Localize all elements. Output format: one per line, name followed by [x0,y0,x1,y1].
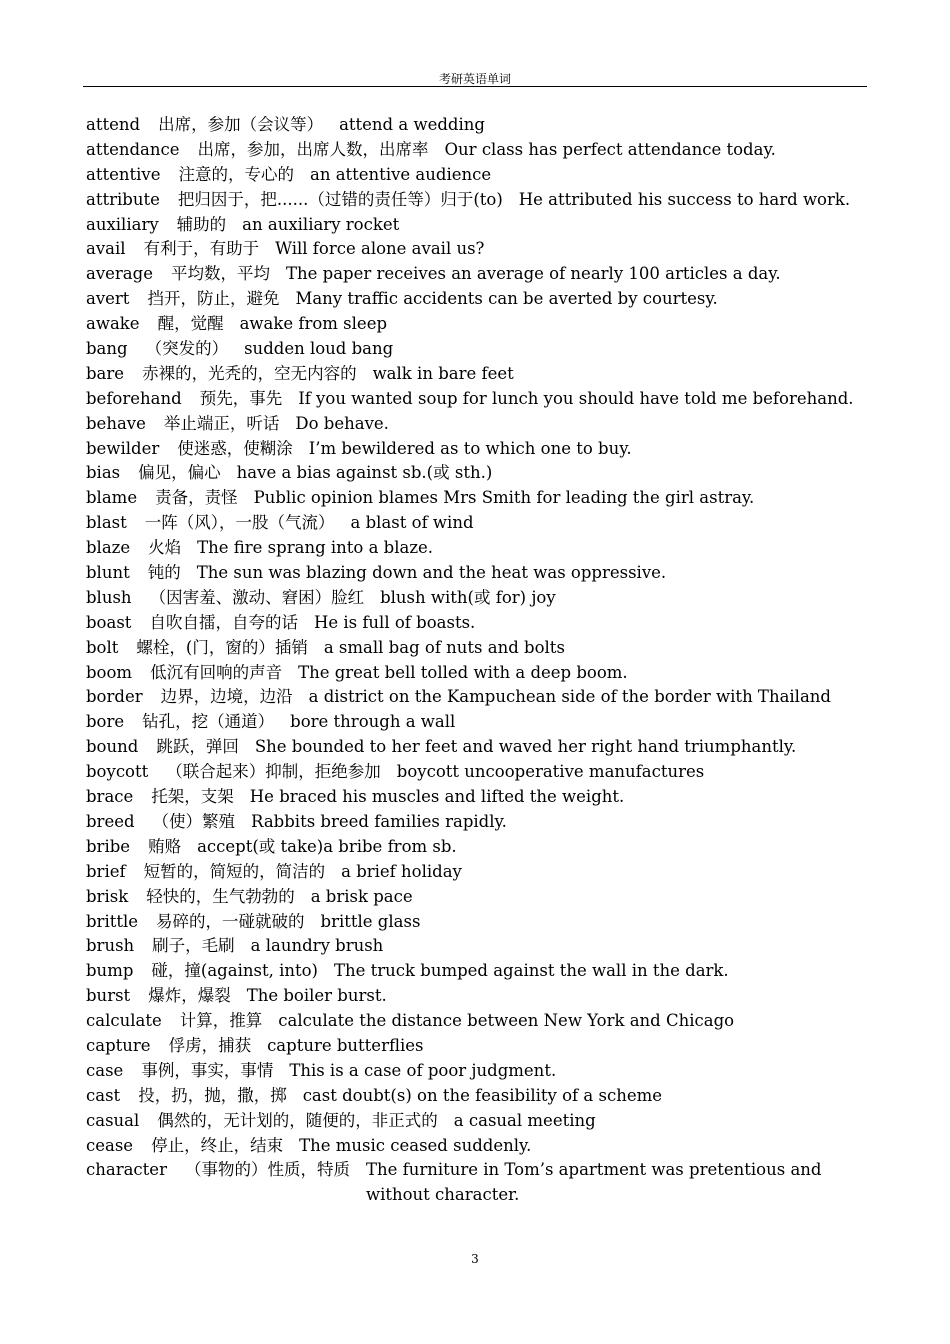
vocab-example: a brisk pace [310,886,413,906]
spacer [133,1134,151,1159]
vocab-definition: 停止，终止，结束 [151,1135,284,1155]
spacer [224,312,240,337]
vocab-definition: 辅助的 [176,214,227,234]
vocab-definition: 钝的 [147,563,181,583]
vocab-word: attentive [86,164,161,184]
spacer [381,760,397,785]
vocab-word: awake [86,314,140,334]
vocab-entry [86,287,876,312]
spacer [239,735,255,760]
vocab-word: bias [86,463,121,483]
spacer [357,362,373,387]
vocab-word: border [86,687,143,707]
vocab-entry [86,362,876,387]
vocab-word: brittle [86,911,139,931]
spacer [181,536,197,561]
vocab-definition: （因害羞、激动、窘困）脸红 [149,587,365,607]
vocab-definition: （事物的）性质，特质 [184,1160,350,1180]
vocab-example: Public opinion blames Mrs Smith for leading the girl astray. [253,488,755,508]
vocab-example: a blast of wind [350,513,474,533]
spacer [153,262,171,287]
spacer [162,1009,180,1034]
spacer [129,287,147,312]
vocab-definition: 短暂的，简短的，简洁的 [143,861,326,881]
vocab-example: This is a case of poor judgment. [289,1060,557,1080]
vocab-word: casual [86,1110,140,1130]
spacer [120,1084,138,1109]
vocab-entry [86,661,876,686]
vocab-example: Do behave. [295,413,389,433]
vocab-entry [86,387,876,412]
vocab-entry [86,934,876,959]
spacer [274,710,290,735]
spacer [130,536,148,561]
vocab-word: brief [86,861,126,881]
vocab-example: sudden loud bang [244,339,394,359]
vocab-entry [86,461,876,486]
spacer [167,1158,185,1208]
vocab-definition: 托架，支架 [151,787,234,807]
vocab-word: bribe [86,836,131,856]
spacer [221,461,237,486]
spacer [118,636,136,661]
vocab-entry [86,636,876,661]
vocab-example: He braced his muscles and lifted the weight. [249,787,625,807]
vocab-entry [86,760,876,785]
spacer [131,611,149,636]
vocab-example: a casual meeting [453,1110,596,1130]
vocab-example: have a bias against sb.(或 sth.) [236,463,493,483]
spacer [181,835,197,860]
vocab-definition: 出席，参加（会议等） [158,115,324,134]
spacer [279,412,295,437]
page-number: 3 [471,1252,479,1266]
vocab-entry [86,511,876,536]
header-divider [83,86,867,87]
vocab-definition: 出席，参加，出席人数，出席率 [197,139,429,159]
spacer [140,312,158,337]
vocab-definition: 钻孔，挖（通道） [142,712,275,732]
spacer [140,113,158,138]
spacer [298,611,314,636]
vocab-example: an attentive audience [309,164,492,184]
vocab-word: brisk [86,886,129,906]
vocab-word: bare [86,363,125,383]
vocab-definition: 碰，撞(against, into) [151,961,318,981]
vocab-definition: 易碎的，一碰就破的 [156,911,305,931]
spacer [138,735,156,760]
vocab-definition: 偏见，偏心 [138,463,221,483]
vocab-entry [86,710,876,735]
vocab-word: attend [86,115,141,134]
spacer [235,934,251,959]
spacer [180,138,198,163]
spacer [231,984,247,1009]
spacer [238,486,254,511]
vocab-word: brace [86,787,134,807]
spacer [283,1134,299,1159]
vocab-entry [86,1134,876,1159]
vocab-word: brush [86,936,135,956]
spacer [262,1009,278,1034]
spacer [133,959,151,984]
vocab-definition: 事例，事实，事情 [141,1060,274,1080]
vocab-definition: 平均数，平均 [170,264,270,284]
vocab-entry [86,337,876,362]
vocab-entry [86,885,876,910]
vocab-example: I’m bewildered as to which one to buy. [308,438,632,458]
vocab-entry [86,1109,876,1134]
spacer [234,785,250,810]
spacer [134,934,152,959]
vocab-definition: 边界，边境，边沿 [160,687,293,707]
vocab-definition: 贿赂 [148,836,182,856]
vocab-entry [86,312,876,337]
vocab-entry [86,412,876,437]
vocab-word: blush [86,587,132,607]
vocab-entry [86,1059,876,1084]
spacer [308,636,324,661]
vocab-definition: 一阵（风），一股（气流） [144,513,335,533]
spacer [132,661,150,686]
vocab-example: The sun was blazing down and the heat was oppressive. [196,563,667,583]
vocab-entry [86,262,876,287]
spacer [159,437,177,462]
spacer [123,1059,141,1084]
vocab-word: capture [86,1035,151,1055]
vocab-word: blunt [86,563,130,583]
vocab-example: The boiler burst. [246,986,387,1006]
spacer [182,387,200,412]
vocab-definition: 使迷惑，使糊涂 [177,438,293,458]
vocab-example: an auxiliary rocket [242,214,400,234]
vocab-word: calculate [86,1011,162,1031]
vocab-example: a laundry brush [250,936,384,956]
spacer [138,910,156,935]
spacer [159,213,177,238]
vocab-word: behave [86,413,146,433]
vocab-word: blaze [86,538,131,558]
spacer [323,113,339,138]
vocab-entry [86,984,876,1009]
vocab-word: bang [86,339,128,359]
vocab-definition: 偶然的，无计划的，随便的，非正式的 [157,1110,438,1130]
spacer [364,586,380,611]
vocab-word: case [86,1060,124,1080]
vocab-definition: 螺栓，(门，窗的）插销 [136,637,308,657]
vocab-entry [86,437,876,462]
spacer [132,586,150,611]
vocab-example: accept(或 take)a bribe from sb. [197,836,457,856]
vocab-definition: 投，扔，抛，撒，掷 [138,1085,287,1105]
vocab-word: bewilder [86,438,160,458]
vocab-definition: 醒，觉醒 [157,314,224,334]
vocab-word: avert [86,289,130,309]
vocabulary-list [86,113,876,1208]
vocab-definition: 自吹自擂，自夸的话 [149,612,298,632]
vocab-word: average [86,264,153,284]
vocab-entry [86,959,876,984]
vocab-entry [86,860,876,885]
spacer [228,337,244,362]
vocab-entry [86,188,876,213]
vocab-entry [86,735,876,760]
vocab-word: bore [86,712,125,732]
spacer [503,188,519,213]
vocab-definition: 赤裸的，光秃的，空无内容的 [142,363,357,383]
vocab-word: attribute [86,189,160,209]
vocab-definition: 刷子，毛刷 [152,936,235,956]
vocab-entry [86,237,876,262]
vocab-definition: 挡开，防止，避免 [147,289,280,309]
vocab-definition: （联合起来）抑制，拒绝参加 [166,762,381,782]
vocab-definition: 责备，责怪 [155,488,238,508]
vocab-definition: 计算，推算 [179,1011,263,1031]
spacer [139,1109,157,1134]
spacer [128,885,146,910]
spacer [293,437,309,462]
spacer [273,1059,289,1084]
spacer [251,1034,267,1059]
vocab-entry [86,1158,876,1208]
vocab-example: a district on the Kampuchean side of the border with Thailand [308,687,831,707]
vocab-example: walk in bare feet [372,363,514,383]
spacer [325,860,341,885]
vocab-example: bore through a wall [290,712,456,732]
spacer [235,810,251,835]
vocab-word: boycott [86,762,149,782]
vocab-example: a small bag of nuts and bolts [323,637,565,657]
vocab-entry [86,1009,876,1034]
vocab-definition: 跳跃，弹回 [156,737,239,757]
vocab-definition: 低沉有回响的声音 [150,662,283,682]
vocab-definition: 举止端正，听话 [163,413,280,433]
vocab-entry [86,138,876,163]
vocab-word: auxiliary [86,214,159,234]
vocab-entry [86,1034,876,1059]
vocab-entry [86,810,876,835]
vocab-entry [86,486,876,511]
spacer [128,337,146,362]
vocab-word: cast [86,1085,121,1105]
spacer [130,561,148,586]
vocab-example: He is full of boasts. [313,612,476,632]
vocab-example: cast doubt(s) on the feasibility of a scheme [302,1085,663,1105]
spacer [295,885,311,910]
vocab-example: attend a wedding [339,115,485,134]
vocab-example: boycott uncooperative manufactures [396,762,705,782]
spacer [126,237,144,262]
spacer [120,461,138,486]
spacer [126,860,144,885]
spacer [181,561,197,586]
vocab-example: The great bell tolled with a deep boom. [298,662,628,682]
vocab-word: bolt [86,637,119,657]
spacer [143,685,161,710]
vocab-example: The fire sprang into a blaze. [197,538,434,558]
spacer [287,1084,303,1109]
vocab-example: Many traffic accidents can be averted by courtesy. [295,289,718,309]
spacer [294,163,310,188]
spacer [148,760,166,785]
vocab-word: character [86,1160,167,1180]
vocab-example: The truck bumped against the wall in the dark. [333,961,729,981]
vocab-definition: 预先，事先 [199,388,283,408]
vocab-example: calculate the distance between New York and Chicago [278,1011,735,1031]
vocab-example: awake from sleep [239,314,388,334]
vocab-example: He attributed his success to hard work. [518,189,851,209]
spacer [259,237,275,262]
vocab-definition: 有利于，有助于 [143,239,260,259]
vocab-definition: （突发的） [145,339,229,359]
vocab-entry [86,685,876,710]
spacer [160,188,178,213]
spacer [226,213,242,238]
spacer [293,685,309,710]
vocab-word: attendance [86,139,180,159]
vocab-example: Our class has perfect attendance today. [444,139,776,159]
spacer [124,362,142,387]
vocab-word: breed [86,811,135,831]
spacer [127,511,145,536]
vocab-word: burst [86,986,131,1006]
vocab-entry [86,213,876,238]
spacer [130,984,148,1009]
vocab-entry [86,835,876,860]
spacer [282,387,298,412]
spacer [335,511,351,536]
vocab-example: The furniture in Tom’s apartment was pretentious and without character. [365,1160,822,1205]
vocab-word: blast [86,513,127,533]
spacer [137,486,155,511]
vocab-entry [86,561,876,586]
spacer [160,163,178,188]
spacer [130,835,148,860]
vocab-word: boom [86,662,133,682]
vocab-example: If you wanted soup for lunch you should have told me beforehand. [298,388,854,408]
spacer [135,810,153,835]
vocab-entry [86,785,876,810]
vocab-word: beforehand [86,388,182,408]
vocab-example: Rabbits breed families rapidly. [251,811,507,831]
vocab-entry [86,910,876,935]
spacer [151,1034,169,1059]
vocab-example: The music ceased suddenly. [299,1135,532,1155]
vocab-example: The paper receives an average of nearly 100 articles a day. [285,264,781,284]
spacer [350,1158,366,1208]
spacer [124,710,142,735]
vocab-definition: （使）繁殖 [152,811,236,831]
spacer [279,287,295,312]
spacer [133,785,151,810]
spacer [305,910,321,935]
vocab-word: cease [86,1135,134,1155]
spacer [270,262,286,287]
spacer [318,959,334,984]
vocab-definition: 轻快的，生气勃勃的 [146,886,295,906]
vocab-word: bound [86,737,139,757]
vocab-example: capture butterflies [267,1035,424,1055]
vocab-entry [86,1084,876,1109]
vocab-example: She bounded to her feet and waved her right hand triumphantly. [254,737,797,757]
vocab-example: blush with(或 for) joy [380,587,556,607]
spacer [438,1109,454,1134]
vocab-definition: 俘虏，捕获 [168,1035,252,1055]
vocab-word: blame [86,488,138,508]
vocab-word: avail [86,239,126,259]
vocab-word: boast [86,612,132,632]
vocab-example: a brief holiday [341,861,462,881]
vocab-entry [86,611,876,636]
vocab-entry [86,536,876,561]
spacer [429,138,445,163]
vocab-entry [86,163,876,188]
vocab-definition: 爆炸，爆裂 [148,986,231,1006]
page-header-title: 考研英语单词 [438,72,511,86]
spacer [146,412,164,437]
spacer [282,661,298,686]
vocab-entry [86,113,876,138]
vocab-definition: 注意的，专心的 [178,164,294,184]
vocab-definition: 火焰 [148,538,182,558]
vocab-example: Will force alone avail us? [275,239,485,259]
vocab-example: brittle glass [320,911,421,931]
vocab-entry [86,586,876,611]
vocab-definition: 把归因于，把......（过错的责任等）归于(to) [177,189,503,209]
vocab-word: bump [86,961,134,981]
